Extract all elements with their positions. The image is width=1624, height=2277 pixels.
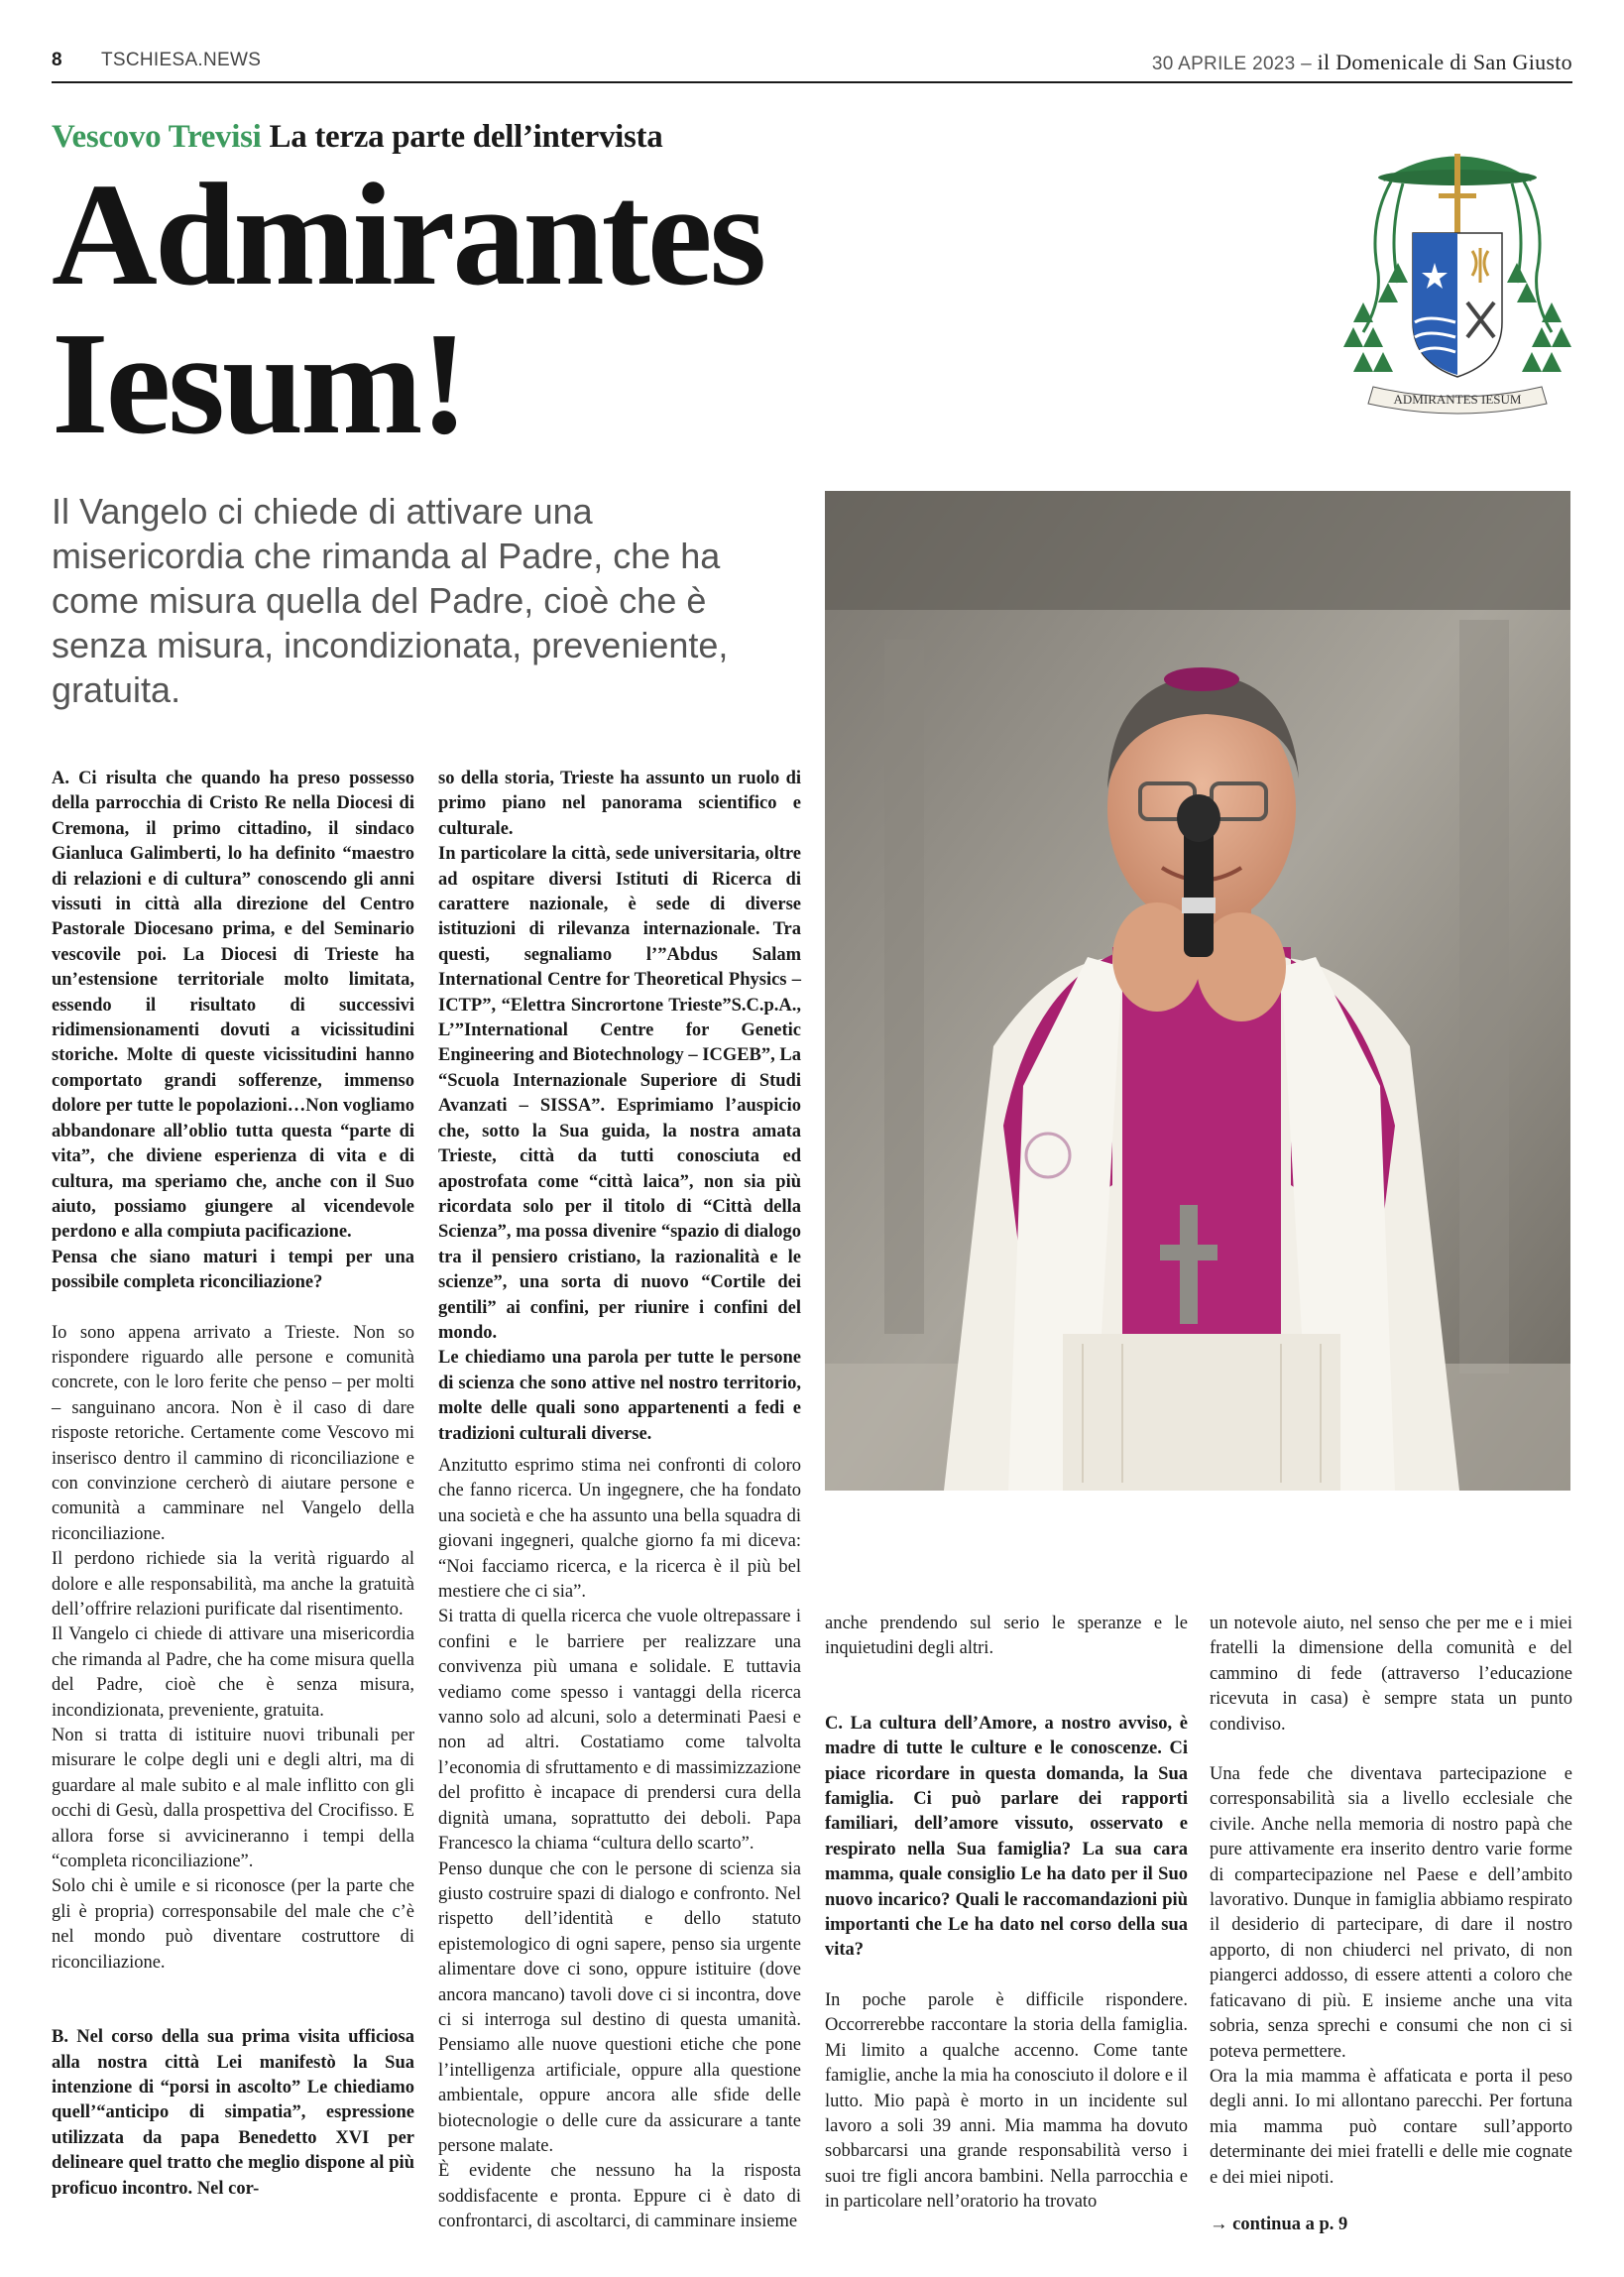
answer-a-paragraph: Solo chi è umile e si riconosce (per la parte che gli è propria) corresponsabile del male che c’è nel mondo può diventare costruttore di riconciliazione.	[52, 1876, 414, 1973]
headline	[52, 154, 904, 465]
answer-b-paragraph: Anzitutto esprimo stima nei confronti di coloro che fanno ricerca. Un ingegnere, che ha fondato una società e che ha assunto una bella squadra di giovani ingegneri, qualche giorno fa mi diceva: “Noi facciamo ricerca, e la ricerca è il più bel mestiere che ci sia”.	[438, 1456, 801, 1603]
continue-link[interactable]: → continua a p. 9	[1210, 2214, 1348, 2234]
question-b-continued: so della storia, Trieste ha assunto un ruolo di primo piano nel panorama scientifico e culturale.	[438, 769, 801, 839]
issue-date: 30 APRILE 2023 –	[1151, 54, 1312, 74]
question-a: A. Ci risulta che quando ha preso possesso della parrocchia di Cristo Re nella Diocesi di Cremona, il primo cittadino, il sindaco Gianluca Galimberti, lo ha definito “maestro di relazioni e di cultura” conoscendo gli anni vissuti in città alla direzione del Centro Pastorale Diocesano prima, e del Seminario vescovile poi. La Diocesi di Trieste ha un’estensione territoriale molto limitata, essendo il risultato di successivi ridimensionamenti dovuti a vicissitudini storiche. Molte di queste vicissitudini hanno comportato grandi sofferenze, immenso dolore per tutte le popolazioni…Non vogliamo abbandonare all’oblio tutta questa “parte di vita”, che diviene esperienza di vita e di cultura, ma speriamo che, anche con il Suo aiuto, possiamo giungere al vicendevole perdono e alla compiuta pacificazione.	[52, 769, 414, 1243]
answer-b-end: anche prendendo sul serio le speranze e le inquietudini degli altri.	[825, 1614, 1188, 1659]
article-column-3	[825, 1612, 1188, 2216]
coat-of-arms-icon	[1343, 134, 1571, 421]
answer-b-paragraph: È evidente che nessuno ha la risposta soddisfacente e pronta. Eppure ci è dato di confrontarci, di ascoltarci, di camminare insieme	[438, 2161, 801, 2232]
page-number: 8	[52, 50, 62, 70]
page-header	[52, 46, 1572, 83]
coat-of-arms	[1343, 134, 1571, 421]
answer-a-paragraph: Il perdono richiede sia la verità riguardo al dolore e alle responsabilità, ma anche la gratuità dell’offrire relazioni purificate dal risentimento.	[52, 1549, 414, 1619]
question-b-continued: In particolare la città, sede universitaria, oltre ad ospitare diversi Istituti di Ricerca di carattere nazionale, è sede di diverse istituzioni di rilevanza internazionale. Tra questi, segnaliamo l’”Abdus Salam International Centre for Theoretical Physics – ICTP”, “Elettra Sincrortone Trieste”S.C.p.A., L’”International Centre for Genetic Engineering and Biotechnology – ICGEB”, La “Scuola Internazionale Superiore di Studi Avanzati – SISSA”. Esprimiamo l’auspicio che, sotto la Sua guida, la nostra amata Trieste, città da tutti conosciuta ed apostrofata come “città laica”, non sia più ricordata solo per il titolo di “Città della Scienza”, ma possa divenire “spazio di dialogo tra il pensiero cristiano, la razionalità e le scienze”, una sorta di nuovo “Cortile dei gentili” ai confini, per riunire i confini del mondo.	[438, 844, 801, 1343]
article-column-2-lower	[438, 1454, 801, 2235]
paper-name: il Domenicale di San Giusto	[1317, 50, 1572, 74]
bishop-portrait-icon	[825, 491, 1570, 1491]
bishop-photo	[825, 491, 1570, 1491]
article-column-2	[438, 767, 801, 1447]
answer-b-paragraph: Si tratta di quella ricerca che vuole oltrepassare i confini e le barriere per realizzare una convivenza più umana e solidale. E tuttavia vediamo come spesso i vantaggi della ricerca vanno solo ad alcuni, solo a determinati Paesi e non ad altri. Costatiamo come talvolta l’economia di sfruttamento e di massimizzazione del profitto è incapace di prendersi cura della dignità umana, soprattutto dei deboli. Papa Francesco la chiama “cultura dello scarto”.	[438, 1607, 801, 1855]
lede: Il Vangelo ci chiede di attivare una misericordia che rimanda al Padre, che ha come misura quella del Padre, cioè che è senza misura, incondizionata, preveniente, gratuita.	[52, 491, 729, 710]
answer-a-paragraph: Il Vangelo ci chiede di attivare una misericordia che rimanda al Padre, che ha come misura quella del Padre, cioè che è senza misura, incondizionata, preveniente, gratuita.	[52, 1624, 414, 1721]
article-column-4	[1210, 1612, 1572, 2237]
answer-a-paragraph: Non si tratta di istituire nuovi tribunali per misurare le colpe degli uni e degli altri, ma di guardare al male subito e al male inflitto con gli occhi di Gesù, dalla prospettiva del Crocifisso. E allora forse si avvicineranno i tempi della “completa riconciliazione”.	[52, 1726, 414, 1872]
kicker-subtitle: La terza parte dell’intervista	[269, 119, 663, 155]
answer-a-paragraph: Io sono appena arrivato a Trieste. Non so rispondere riguardo alle persone e comunità concrete, con le loro ferite che penso – per molti – sanguinano ancora. Non è il caso di dare risposte retoriche. Certamente come Vescovo mi inserisco dentro il cammino di riconciliazione e con convinzione cercherò di aiutare persone e comunità a camminare nel Vangelo della riconciliazione.	[52, 1322, 414, 1544]
answer-c-paragraph: Una fede che diventava partecipazione e corresponsabilità sia a livello ecclesiale che civile. Anche nella memoria di nostro papà che pure attivamente era inserito dentro varie forme di compartecipazione nel Paese e dell’ambito lavorativo. Dunque in famiglia abbiamo respirato il desiderio di partecipare, di dare il nostro apporto, di non chiuderci nel privato, di non piangerci addosso, di essere attenti a coloro che faticavano di più. E insieme anche una vita sobria, senza sprechi e consumi che non ci si poteva permettere.	[1210, 1764, 1572, 2062]
question-b-continued: Le chiediamo una parola per tutte le persone di scienza che sono attive nel nostro territorio, molte delle quali sono appartenenti a fedi e tradizioni culturali diverse.	[438, 1348, 801, 1444]
question-c: C. La cultura dell’Amore, a nostro avviso, è madre di tutte le culture e le conoscenze. Ci piace ricordare in questa domanda, la Sua famiglia. Ci può parlare dei rapporti familiari, dell’amore vissuto, osservato e respirato nella Sua famiglia? La sua cara mamma, quale consiglio Le ha dato per il Suo nuovo incarico? Quali le raccomandazioni più importanti che Le ha dato nel corso della sua vita?	[825, 1713, 1188, 1961]
site-name[interactable]: TSCHIESA.NEWS	[101, 50, 262, 70]
crest-motto: ADMIRANTES IESUM	[1393, 392, 1522, 407]
headline-line-2: Iesum!	[52, 302, 466, 465]
question-b: B. Nel corso della sua prima visita ufficiosa alla nostra città Lei manifestò la Sua intenzione di “porsi in ascolto” Le chiediamo quell’“anticipo di simpatia”, espressione utilizzata da papa Benedetto XVI per delineare quel tratto che meglio dispone al più proficuo incontro. Nel cor-	[52, 2027, 414, 2199]
answer-c-paragraph: un notevole aiuto, nel senso che per me e i miei fratelli la dimensione della comunità e del cammino di fede (attraverso l’educazione ricevuta in casa) è sempre stata un punto condiviso.	[1210, 1614, 1572, 1735]
answer-b-paragraph: Penso dunque che con le persone di scienza sia giusto costruire spazi di dialogo e confronto. Nel rispetto dell’identità e dello statuto epistemologico di ogni sapere, penso sia urgente alimentare dove ci sono, oppure istituire (dove ancora mancano) tavoli dove ci si incontra, dove ci si interroga sul destino di questa umanità. Pensiamo alle nuove questioni etiche che pone l’intelligenza artificiale, oppure alla questione ambientale, oppure ancora alle sfide delle biotecnologie o delle cure da assicurare a tante persone malate.	[438, 1858, 801, 2156]
headline-line-1: Admirantes	[52, 154, 764, 316]
question-a-followup: Pensa che siano maturi i tempi per una possibile completa riconciliazione?	[52, 1247, 414, 1293]
article-column-1	[52, 767, 414, 2202]
kicker	[52, 119, 662, 156]
issue-info	[1152, 50, 1572, 75]
answer-c-paragraph: In poche parole è difficile rispondere. Occorrerebbe raccontare la storia della famiglia. Mi limito a qualche accenno. Come tante famiglie, anche la mia ha conosciuto il dolore e il lutto. Mio papà è morto in un incidente sul lavoro a soli 39 anni. Mia mamma ha dovuto sobbarcarsi una grande responsabilità verso i suoi tre figli ancora bambini. Nella parrocchia e in particolare nell’oratorio ha trovato	[825, 1989, 1188, 2213]
kicker-topic: Vescovo Trevisi	[52, 119, 262, 155]
answer-c-paragraph: Ora la mia mamma è affaticata e porta il peso degli anni. Io mi allontano parecchi. Per fortuna mia mamma può contare sull’apporto determinante dei miei fratelli e delle mie cognate e dei miei nipoti.	[1210, 2066, 1572, 2188]
